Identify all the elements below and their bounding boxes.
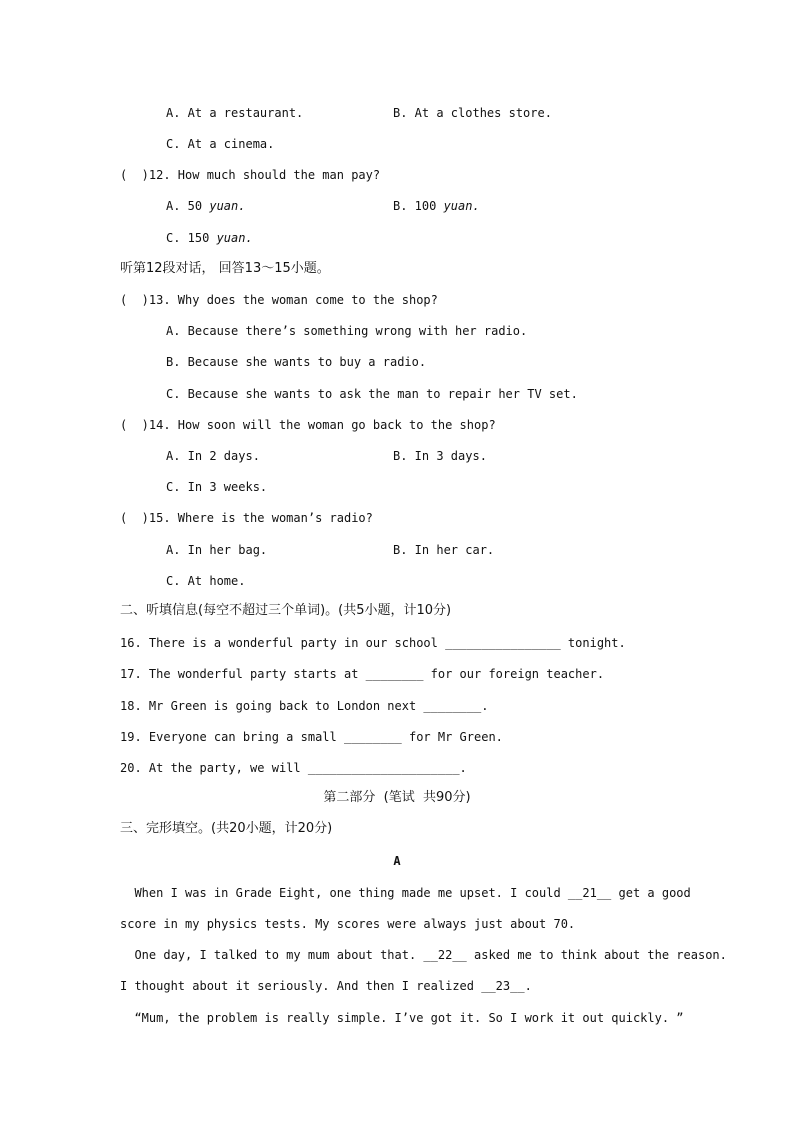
q11-option-a: A. At a restaurant. [166,106,304,120]
q12-option-b-unit: yuan. [443,199,480,213]
q12-option-b-label: B. 100 [393,199,444,213]
q11-option-b: B. At a clothes store. [393,106,552,120]
q13-option-a: A. Because there’s something wrong with her radio. [166,324,528,338]
passage-label: A [393,854,401,868]
q13-option-b: B. Because she wants to buy a radio. [166,355,427,369]
fill-item-17: 17. The wonderful party starts at ________ for our foreign teacher. [120,667,605,681]
q15-stem: ( )15. Where is the woman’s radio? [120,511,373,525]
q13-stem: ( )13. Why does the woman come to the shop? [120,293,438,307]
passage-line-2: score in my physics tests. My scores were always just about 70. [120,917,576,931]
fill-item-16: 16. There is a wonderful party in our school ________________ tonight. [120,636,626,650]
q11-option-c: C. At a cinema. [166,137,275,151]
q14-option-b: B. In 3 days. [393,449,487,463]
passage-line-3: One day, I talked to my mum about that. __22__ asked me to think about the reason. [120,948,727,962]
dialogue12-instruction: 听第12段对话， 回答13～15小题。 [120,261,330,276]
q15-option-b: B. In her car. [393,543,495,557]
q12-option-c [166,230,253,246]
q14-option-a: A. In 2 days. [166,449,260,463]
q12-option-c-unit: yuan. [216,231,253,245]
fill-item-20: 20. At the party, we will _____________________. [120,761,467,775]
q12-option-c-label: C. 150 [166,231,217,245]
q12-option-a [166,198,245,214]
q12-option-a-label: A. 50 [166,199,210,213]
q12-option-b [393,198,480,214]
section3-heading: 三、完形填空。(共20小题，计20分) [120,821,333,836]
q14-option-c: C. In 3 weeks. [166,480,268,494]
fill-item-19: 19. Everyone can bring a small ________ for Mr Green. [120,730,503,744]
q12-stem: ( )12. How much should the man pay? [120,168,381,182]
q15-option-c: C. At home. [166,574,246,588]
q12-option-a-unit: yuan. [209,199,246,213]
part2-title: 第二部分 (笔试 共90分) [323,790,471,805]
q14-stem: ( )14. How soon will the woman go back to the shop? [120,418,496,432]
passage-line-1: When I was in Grade Eight, one thing made me upset. I could __21__ get a good [120,886,691,900]
passage-line-4: I thought about it seriously. And then I realized __23__. [120,979,532,993]
section2-heading: 二、听填信息(每空不超过三个单词)。(共5小题，计10分) [120,603,452,618]
q15-option-a: A. In her bag. [166,543,268,557]
fill-item-18: 18. Mr Green is going back to London next ________. [120,699,489,713]
passage-line-5: “Mum, the problem is really simple. I’ve got it. So I work it out quickly. ” [120,1011,684,1025]
q13-option-c: C. Because she wants to ask the man to repair her TV set. [166,387,578,401]
